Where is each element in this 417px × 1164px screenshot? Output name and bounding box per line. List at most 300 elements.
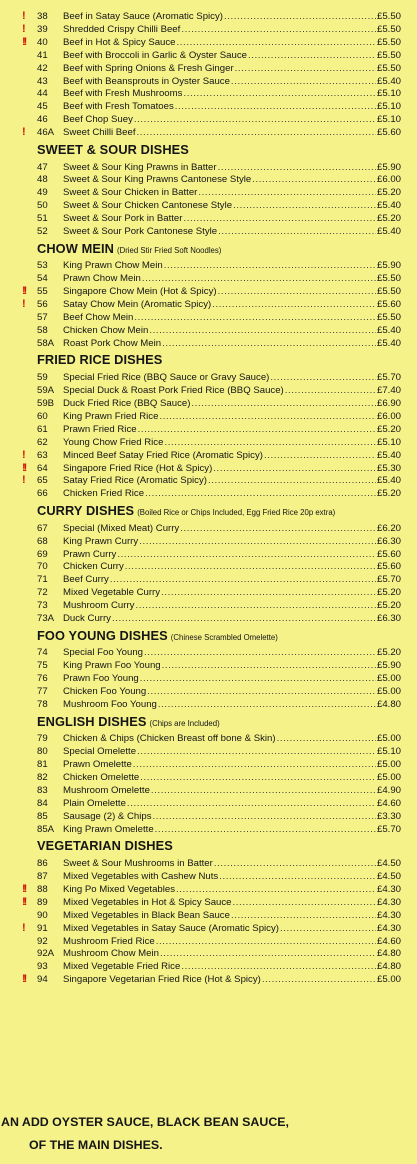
menu-item-number: 48 (37, 174, 48, 186)
menu-item-name: Mixed Vegetables in Black Bean Sauce (63, 909, 230, 921)
menu-item-name: Beef Curry (63, 574, 109, 586)
dot-leader (135, 599, 376, 612)
menu-item-name: Minced Beef Satay Fried Rice (Aromatic Spicy) (63, 449, 263, 461)
menu-item-row (0, 298, 417, 311)
menu-item-line (63, 298, 401, 311)
menu-item-price: £6.00 (376, 410, 401, 422)
dot-leader (176, 883, 376, 896)
menu-item-row (0, 758, 417, 771)
menu-item-row (0, 113, 417, 126)
menu-item-number: 49 (37, 187, 48, 199)
menu-item-price: £5.40 (376, 75, 401, 87)
menu-item-line (63, 685, 401, 698)
menu-item-row (0, 947, 417, 960)
menu-item-name: Chicken Foo Young (63, 686, 147, 698)
menu-item-price: £6.30 (376, 535, 401, 547)
menu-item-name: Special (Mixed Meat) Curry (63, 522, 180, 534)
menu-item-row (0, 337, 417, 350)
dot-leader (175, 100, 376, 113)
menu-item-price: £6.90 (376, 398, 401, 409)
dot-leader (233, 199, 376, 212)
menu-item-number: 79 (37, 733, 48, 745)
menu-item-name: Sweet & Sour King Prawns Cantonese Style (63, 174, 252, 186)
menu-item-number: 59 (37, 372, 48, 384)
menu-item-number: 73A (37, 613, 55, 624)
dot-leader (140, 672, 376, 685)
menu-item-price: £5.20 (376, 587, 401, 599)
menu-item-number: 67 (37, 522, 48, 534)
menu-item-number: 84 (37, 797, 48, 809)
menu-item-number: 92A (37, 948, 55, 960)
menu-item-number: 54 (37, 273, 48, 285)
menu-item-line (63, 126, 401, 139)
menu-item-row (0, 410, 417, 423)
menu-item-price: £5.00 (376, 759, 401, 771)
section-heading (37, 141, 189, 159)
menu-item-number: 93 (37, 961, 48, 973)
menu-item-line (63, 285, 401, 298)
dot-leader (112, 612, 376, 625)
menu-item-row (0, 612, 417, 625)
menu-item-line (63, 698, 401, 711)
menu-item-name: Mixed Vegetable Curry (63, 587, 161, 599)
menu-item-name: Special Foo Young (63, 647, 144, 659)
menu-item-name: Prawn Omelette (63, 759, 132, 771)
dot-leader (156, 935, 376, 948)
menu-item-line (63, 935, 401, 948)
menu-item-number: 77 (37, 686, 48, 698)
menu-item-price: £5.20 (376, 600, 401, 612)
menu-item-price: £5.90 (376, 660, 401, 672)
menu-item-row (0, 685, 417, 698)
menu-item-line (63, 23, 401, 36)
menu-item-line (63, 199, 401, 212)
menu-item-line (63, 487, 401, 500)
menu-item-row (0, 397, 417, 410)
menu-item-number: 62 (37, 436, 48, 448)
menu-item-number: 55 (37, 286, 48, 298)
chili-spice-icon: !! (22, 973, 26, 986)
menu-item-row (0, 474, 417, 487)
menu-item-line (63, 857, 401, 870)
menu-item-number: 85 (37, 810, 48, 822)
menu-item-row (0, 384, 417, 397)
menu-item-name: Shredded Crispy Chilli Beef (63, 23, 181, 35)
menu-item-row (0, 49, 417, 62)
menu-item-price: £5.90 (376, 260, 401, 272)
menu-item-number: 43 (37, 75, 48, 87)
menu-item-name: Sweet Chilli Beef (63, 127, 136, 139)
menu-item-price: £5.00 (376, 673, 401, 685)
dot-leader (125, 560, 376, 573)
menu-item-number: 60 (37, 410, 48, 422)
menu-item-price: £5.20 (376, 187, 401, 199)
dot-leader (264, 449, 376, 462)
menu-item-price: £5.50 (376, 36, 401, 48)
section-title: FRIED RICE DISHES (37, 352, 163, 368)
dot-leader (183, 87, 376, 100)
menu-item-price: £4.30 (376, 883, 401, 895)
dot-leader (233, 896, 376, 909)
menu-item-line (63, 371, 401, 384)
dot-leader (164, 259, 376, 272)
dot-leader (139, 535, 376, 548)
dot-leader (117, 548, 376, 561)
menu-item-number: 72 (37, 587, 48, 599)
dot-leader (218, 285, 376, 298)
menu-item-name: King Po Mixed Vegetables (63, 883, 176, 895)
menu-item-number: 42 (37, 62, 48, 74)
menu-item-number: 81 (37, 759, 48, 771)
menu-item-price: £5.50 (376, 273, 401, 285)
menu-item-price: £6.20 (376, 522, 401, 534)
dot-leader (153, 810, 376, 823)
dot-leader (213, 462, 376, 475)
menu-item-name: Beef in Hot & Spicy Sauce (63, 36, 176, 48)
menu-item-row (0, 87, 417, 100)
menu-item-line (63, 337, 401, 350)
dot-leader (134, 113, 376, 126)
menu-item-number: 69 (37, 548, 48, 560)
menu-item-price: £4.30 (376, 922, 401, 934)
menu-item-row (0, 586, 417, 599)
menu-item-line (63, 960, 401, 973)
dot-leader (147, 685, 376, 698)
menu-item-name: Mushroom Fried Rice (63, 935, 155, 947)
menu-item-price: £5.10 (376, 88, 401, 100)
menu-item-row (0, 126, 417, 139)
menu-item-line (63, 311, 401, 324)
menu-item-number: 40 (37, 36, 48, 48)
chili-spice-icon: !! (22, 895, 26, 908)
menu-item-name: Sweet & Sour Chicken in Batter (63, 187, 198, 199)
menu-item-name: Sweet & Sour Pork Cantonese Style (63, 226, 218, 237)
menu-item-line (63, 225, 401, 238)
menu-item-number: 39 (37, 23, 48, 35)
menu-item-price: £4.80 (376, 961, 401, 973)
menu-item-price: £5.10 (376, 746, 401, 758)
menu-item-name: King Prawn Chow Mein (63, 260, 163, 272)
menu-item-line (63, 810, 401, 823)
menu-item-name: King Prawn Curry (63, 535, 139, 547)
menu-item-name: Beef with Fresh Mushrooms (63, 88, 183, 100)
menu-item-price: £5.20 (376, 647, 401, 659)
menu-item-price: £6.00 (376, 174, 401, 186)
menu-item-price: £5.20 (376, 213, 401, 225)
menu-item-price: £5.00 (376, 974, 401, 986)
menu-item-price: £3.30 (376, 810, 401, 822)
menu-item-line (63, 646, 401, 659)
menu-item-price: £4.30 (376, 896, 401, 908)
menu-item-row (0, 285, 417, 298)
menu-item-name: Chicken Omelette (63, 772, 140, 784)
menu-item-name: Beef with Fresh Tomatoes (63, 101, 174, 113)
section-note: (Boiled Rice or Chips Included, Egg Fried Rice 20p extra) (137, 507, 336, 517)
menu-item-number: 59A (37, 385, 55, 397)
menu-item-name: Satay Chow Mein (Aromatic Spicy) (63, 299, 212, 311)
chili-spice-icon: ! (22, 298, 24, 311)
menu-item-name: Beef Chop Suey (63, 114, 133, 126)
menu-item-name: Singapore Chow Mein (Hot & Spicy) (63, 286, 217, 298)
menu-item-number: 57 (37, 312, 48, 323)
menu-item-number: 92 (37, 935, 48, 947)
menu-item-row (0, 272, 417, 285)
menu-item-line (63, 560, 401, 573)
dot-leader (134, 311, 376, 324)
menu-item-number: 65 (37, 475, 48, 487)
menu-item-name: Sweet & Sour Pork in Batter (63, 213, 183, 225)
menu-item-number: 53 (37, 260, 48, 272)
menu-item-price: £5.40 (376, 226, 401, 237)
menu-item-row (0, 909, 417, 922)
dot-leader (218, 161, 376, 174)
menu-item-line (63, 870, 401, 883)
menu-item-price: £5.10 (376, 114, 401, 126)
menu-item-price: £6.30 (376, 613, 401, 624)
menu-item-line (63, 161, 401, 174)
dot-leader (214, 857, 376, 870)
menu-item-price: £5.50 (376, 49, 401, 61)
section-heading (37, 240, 221, 258)
chili-spice-icon: ! (22, 10, 24, 22)
menu-item-price: £4.60 (376, 797, 401, 809)
menu-item-name: King Prawn Foo Young (63, 660, 161, 672)
menu-item-row (0, 75, 417, 88)
dot-leader (161, 586, 376, 599)
dot-leader (212, 298, 376, 311)
menu-item-row (0, 462, 417, 475)
menu-item-line (63, 272, 401, 285)
menu-item-price: £5.00 (376, 686, 401, 698)
menu-item-name: Satay Fried Rice (Aromatic Spicy) (63, 475, 207, 487)
menu-item-row (0, 771, 417, 784)
menu-item-number: 83 (37, 785, 48, 796)
menu-item-price: £5.70 (376, 574, 401, 586)
menu-item-line (63, 87, 401, 100)
menu-item-price: £5.60 (376, 561, 401, 573)
menu-item-line (63, 612, 401, 625)
menu-item-price: £4.80 (376, 948, 401, 960)
menu-item-row (0, 659, 417, 672)
menu-item-number: 56 (37, 299, 48, 311)
menu-item-number: 46 (37, 114, 48, 126)
menu-item-row (0, 487, 417, 500)
menu-item-name: Mixed Vegetables with Cashew Nuts (63, 871, 219, 882)
menu-item-number: 89 (37, 896, 48, 908)
dot-leader (158, 698, 376, 711)
dot-leader (142, 272, 376, 285)
footer-note-line-2: OF THE MAIN DISHES. (29, 1138, 163, 1152)
dot-leader (145, 487, 376, 500)
menu-item-line (63, 745, 401, 758)
menu-item-row (0, 560, 417, 573)
dot-leader (110, 573, 376, 586)
menu-item-line (63, 259, 401, 272)
menu-item-row (0, 449, 417, 462)
menu-item-row (0, 212, 417, 225)
menu-item-row (0, 784, 417, 797)
menu-item-price: £4.50 (376, 858, 401, 870)
menu-item-row (0, 870, 417, 883)
menu-item-row (0, 173, 417, 186)
dot-leader (252, 173, 376, 186)
menu-item-line (63, 586, 401, 599)
menu-item-row (0, 922, 417, 935)
section-title: VEGETARIAN DISHES (37, 838, 173, 854)
menu-item-price: £5.10 (376, 101, 401, 113)
dot-leader (191, 397, 376, 410)
menu-item-name: Roast Pork Chow Mein (63, 337, 162, 349)
dot-leader (138, 423, 376, 436)
menu-item-name: Prawn Chow Mein (63, 273, 141, 285)
chili-spice-icon: !! (22, 461, 26, 474)
section-heading (37, 351, 162, 369)
menu-item-line (63, 186, 401, 199)
dot-leader (137, 126, 376, 139)
dot-leader (177, 36, 376, 49)
dot-leader (231, 909, 376, 922)
menu-item-number: 73 (37, 600, 48, 612)
menu-item-price: £4.90 (376, 785, 401, 796)
menu-item-line (63, 324, 401, 337)
menu-item-number: 78 (37, 699, 48, 710)
menu-item-number: 47 (37, 161, 48, 173)
menu-item-name: Mixed Vegetable Fried Rice (63, 961, 181, 973)
menu-item-name: King Prawn Fried Rice (63, 410, 159, 422)
menu-item-name: Sausage (2) & Chips (63, 810, 152, 822)
menu-item-number: 75 (37, 660, 48, 672)
menu-item-name: Special Duck & Roast Pork Fried Rice (BBQ Sauce) (63, 385, 284, 397)
menu-item-name: Mixed Vegetables in Hot & Spicy Sauce (63, 896, 232, 908)
menu-item-number: 45 (37, 101, 48, 113)
menu-item-name: Mushroom Chow Mein (63, 948, 159, 960)
menu-item-line (63, 909, 401, 922)
menu-item-row (0, 745, 417, 758)
section-heading (37, 837, 173, 855)
menu-item-number: 61 (37, 423, 48, 435)
section-note: (Chinese Scrambled Omelette) (170, 632, 278, 642)
menu-item-number: 80 (37, 746, 48, 758)
menu-item-row (0, 935, 417, 948)
menu-item-number: 66 (37, 488, 48, 500)
menu-item-line (63, 100, 401, 113)
menu-item-price: £4.60 (376, 935, 401, 947)
dot-leader (181, 960, 376, 973)
menu-item-price: £5.50 (376, 23, 401, 35)
menu-item-price: £4.50 (376, 871, 401, 882)
menu-item-price: £5.60 (376, 127, 401, 139)
dot-leader (133, 758, 376, 771)
menu-item-line (63, 922, 401, 935)
menu-item-line (63, 973, 401, 986)
menu-item-number: 71 (37, 574, 48, 586)
menu-item-price: £5.50 (376, 11, 401, 22)
chili-spice-icon: ! (22, 448, 24, 461)
menu-item-line (63, 573, 401, 586)
menu-item-name: Chicken Curry (63, 561, 124, 573)
menu-item-line (63, 49, 401, 62)
menu-item-row (0, 646, 417, 659)
menu-item-name: Prawn Foo Young (63, 673, 139, 685)
menu-item-price: £5.50 (376, 62, 401, 74)
menu-item-line (63, 410, 401, 423)
menu-item-name: Sweet & Sour Chicken Cantonese Style (63, 200, 233, 212)
menu-item-row (0, 311, 417, 324)
dot-leader (248, 49, 376, 62)
chili-spice-icon: ! (22, 126, 24, 139)
chili-spice-icon: !! (22, 35, 26, 48)
dot-leader (162, 337, 376, 350)
dot-leader (151, 784, 376, 797)
dot-leader (155, 823, 376, 836)
menu-item-price: £5.60 (376, 548, 401, 560)
menu-item-row (0, 225, 417, 238)
menu-item-line (63, 384, 401, 397)
dot-leader (160, 947, 376, 960)
menu-item-price: £5.00 (376, 772, 401, 784)
menu-item-row (0, 698, 417, 711)
menu-item-row (0, 732, 417, 745)
menu-item-row (0, 883, 417, 896)
menu-item-line (63, 397, 401, 410)
menu-item-price: £5.00 (376, 733, 401, 745)
menu-item-line (63, 474, 401, 487)
footer-note-line-1: AN ADD OYSTER SAUCE, BLACK BEAN SAUCE, (1, 1115, 289, 1129)
chili-spice-icon: !! (22, 882, 26, 895)
dot-leader (270, 371, 376, 384)
menu-item-row (0, 436, 417, 449)
menu-item-name: Duck Curry (63, 613, 111, 624)
menu-item-row (0, 535, 417, 548)
section-heading (37, 502, 335, 520)
menu-item-price: £5.70 (376, 372, 401, 384)
chili-spice-icon: !! (22, 285, 26, 298)
menu-item-row (0, 797, 417, 810)
menu-item-name: Prawn Fried Rice (63, 423, 137, 435)
section-title: CURRY DISHES (37, 502, 135, 518)
menu-item-row (0, 324, 417, 337)
menu-item-number: 41 (37, 49, 48, 61)
dot-leader (198, 186, 376, 199)
menu-item-name: Duck Fried Rice (BBQ Sauce) (63, 398, 191, 409)
menu-item-name: Beef with Spring Onions & Fresh Ginger (63, 62, 234, 74)
menu-item-price: £5.40 (376, 200, 401, 212)
menu-item-price: £5.70 (376, 823, 401, 835)
dot-leader (219, 870, 376, 883)
dot-leader (285, 384, 376, 397)
section-note: (Chips are Included) (149, 718, 220, 728)
menu-item-line (63, 212, 401, 225)
menu-item-number: 86 (37, 858, 48, 870)
menu-item-name: Chicken Fried Rice (63, 488, 145, 500)
menu-item-number: 52 (37, 226, 48, 237)
menu-item-name: Chicken & Chips (Chicken Breast off bone & Skin) (63, 733, 276, 745)
menu-item-name: Beef with Beansprouts in Oyster Sauce (63, 75, 230, 87)
menu-item-row (0, 423, 417, 436)
menu-item-line (63, 113, 401, 126)
menu-item-price: £5.20 (376, 488, 401, 500)
menu-item-name: Sweet & Sour King Prawns in Batter (63, 161, 217, 173)
menu-item-line (63, 449, 401, 462)
dot-leader (149, 324, 376, 337)
menu-item-price: £5.10 (376, 436, 401, 448)
menu-item-row (0, 823, 417, 836)
menu-item-price: £5.20 (376, 423, 401, 435)
dot-leader (235, 62, 376, 75)
menu-item-row (0, 960, 417, 973)
menu-item-row (0, 857, 417, 870)
menu-item-row (0, 199, 417, 212)
